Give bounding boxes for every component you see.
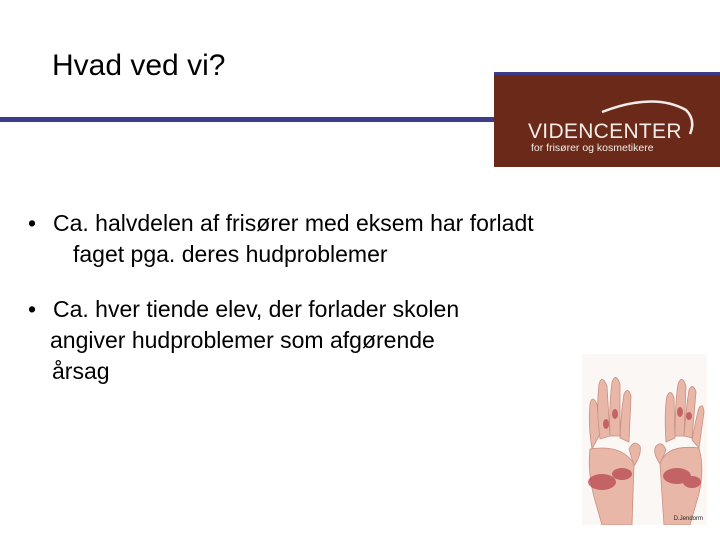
- photo-caption: D.Jendorm: [673, 516, 703, 522]
- logo-subtitle: for frisører og kosmetikere: [531, 142, 654, 154]
- eczema-hands-photo: [582, 354, 707, 525]
- bullet-item: [28, 208, 708, 270]
- logo-name: VIDENCENTER: [528, 120, 682, 143]
- bullet-line: Ca. hver tiende elev, der forlader skolen: [53, 296, 460, 322]
- bullet-line: faget pga. deres hudproblemer: [73, 241, 388, 267]
- bullet-line: Ca. halvdelen af frisører med eksem har forladt: [53, 210, 534, 236]
- bullet-marker: •: [28, 210, 37, 236]
- bullet-line: årsag: [52, 358, 110, 384]
- videncenter-logo: [494, 72, 720, 167]
- slide-title: Hvad ved vi?: [52, 49, 226, 82]
- bullet-line: angiver hudproblemer som afgørende: [50, 327, 435, 353]
- title-underline-rule: [0, 117, 510, 122]
- bullet-marker: •: [28, 296, 37, 322]
- hands-illustration: [582, 354, 707, 525]
